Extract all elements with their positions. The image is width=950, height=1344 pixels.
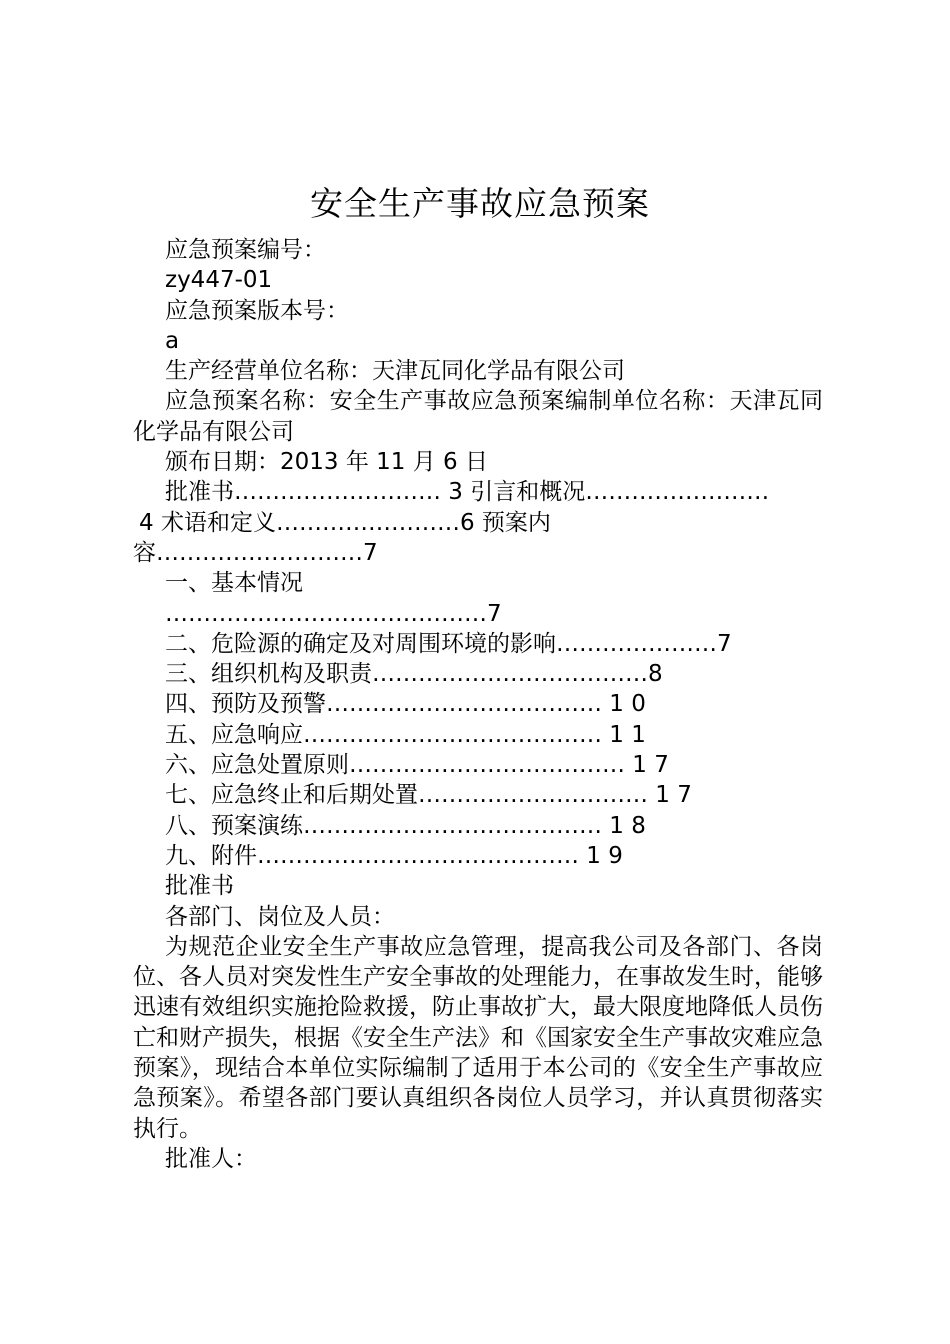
plan-version-value: a (165, 327, 180, 354)
toc-item: 七、应急终止和后期处置………………………… 1 7 (165, 782, 692, 809)
issue-date: 颁布日期：2013 年 11 月 6 日 (165, 449, 488, 476)
toc-item: ……………………………………7 (165, 600, 502, 627)
approval-heading: 批准书 (165, 873, 234, 900)
toc-item: 二、危险源的确定及对周围环境的影响…………………7 (165, 630, 732, 657)
plan-version-label: 应急预案版本号： (165, 297, 349, 324)
plan-name-paragraph: 应急预案名称：安全生产事故应急预案编制单位名称：天津瓦同化学品有限公司 (133, 388, 823, 445)
toc-line-3: 容………………………7 (133, 539, 378, 566)
toc-item: 三、组织机构及职责………………………………8 (165, 661, 663, 688)
approval-paragraph: 为规范企业安全生产事故应急管理，提高我公司及各部门、各岗位、各人员对突发性生产安全事故的处理能力，在事故发生时，能够迅速有效组织实施抢险救援，防止事故扩大，最大限度地降低人员伤亡和财产损失，根据《安全生产法》和《国家安全生产事故灾难应急预案》，现结合本单位实际编制了适用于本公司的《安全生产事故应急预案》。希望各部门要认真组织各岗位人员学习，并认真贯彻落实执行。 (133, 933, 823, 1142)
toc-line-1: 批准书……………………… 3 引言和概况…………………… (165, 479, 770, 506)
plan-number-value: zy447-01 (165, 267, 273, 294)
toc-item: 八、预案演练………………………………… 1 8 (165, 812, 646, 839)
toc-item: 九、附件…………………………………… 1 9 (165, 842, 623, 869)
toc-item: 五、应急响应………………………………… 1 1 (165, 721, 646, 748)
company-name-line: 生产经营单位名称：天津瓦同化学品有限公司 (165, 358, 625, 385)
plan-number-label: 应急预案编号： (165, 237, 326, 263)
toc-item: 四、预防及预警……………………………… 1 0 (165, 691, 646, 718)
document-body (133, 235, 823, 1174)
salutation: 各部门、岗位及人员： (165, 903, 395, 930)
document-title: 安全生产事故应急预案 (310, 184, 650, 223)
approver-label: 批准人： (165, 1145, 257, 1172)
toc-item: 一、基本情况 (165, 570, 303, 597)
toc-line-2: 4 术语和定义……………………6 预案内 (139, 509, 551, 536)
toc-item: 六、应急处置原则……………………………… 1 7 (165, 752, 669, 779)
